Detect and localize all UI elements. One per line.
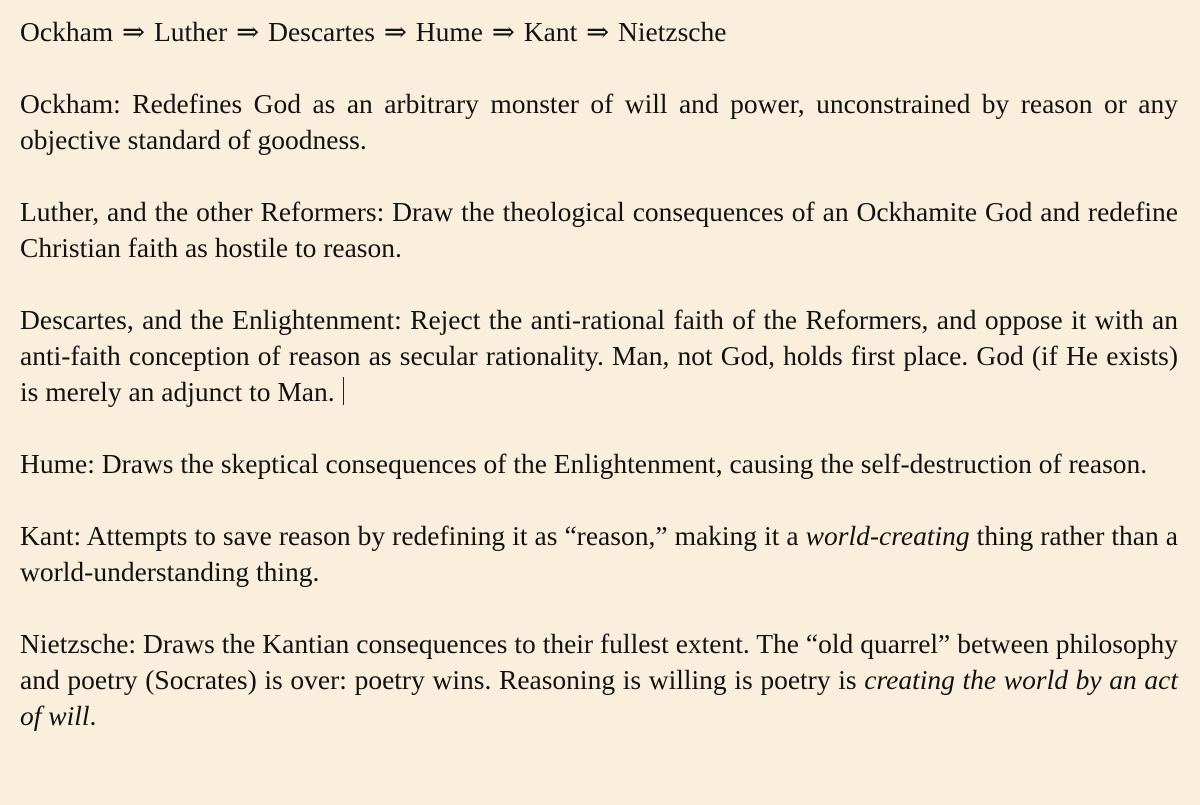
philosopher-chain (20, 14, 1178, 50)
paragraph-hume[interactable] (20, 446, 1178, 482)
paragraph-nietzsche[interactable] (20, 626, 1178, 734)
paragraph-kant[interactable] (20, 518, 1178, 590)
paragraph-ockham[interactable] (20, 86, 1178, 158)
double-arrow-icon: ⇒ (491, 16, 515, 47)
chain-name-ockham: Ockham (20, 16, 114, 47)
paragraph-hume-text: Hume: Draws the skeptical consequences of the Enlightenment, causing the self-destruction of reason. (20, 448, 1148, 479)
paragraph-kant-text: Kant: Attempts to save reason by redefining it as “reason,” making it a (20, 520, 806, 551)
paragraph-luther[interactable] (20, 194, 1178, 266)
chain-name-descartes: Descartes (268, 16, 375, 47)
paragraph-descartes-text: Descartes, and the Enlightenment: Reject the anti-rational faith of the Reformers, and oppose it with an anti-faith conception of reason as secular rationality. Man, not God, holds first place. God (if He exists) is merely an adjunct to Man. (20, 304, 1178, 407)
paragraph-luther-text: Luther, and the other Reformers: Draw the theological consequences of an Ockhamite God and redefine Christian faith as hostile to reason. (20, 196, 1178, 263)
paragraph-nietzsche-emphasis: creating the world by an act of will (20, 664, 1178, 731)
chain-name-kant: Kant (523, 16, 578, 47)
double-arrow-icon: ⇒ (586, 16, 610, 47)
chain-name-luther: Luther (153, 16, 228, 47)
paragraph-kant-emphasis: world-creating (805, 520, 970, 551)
paragraph-ockham-text: Ockham: Redefines God as an arbitrary monster of will and power, unconstrained by reason or any objective standard of goodness. (20, 88, 1178, 155)
text-cursor (343, 377, 344, 405)
chain-name-nietzsche: Nietzsche (618, 16, 727, 47)
paragraph-nietzsche-text: Nietzsche: Draws the Kantian consequences to their fullest extent. The “old quarrel” between philosophy and poetry (Socrates) is over: poetry wins. Reasoning is willing is poetry is (20, 628, 1178, 695)
double-arrow-icon: ⇒ (122, 16, 146, 47)
paragraph-descartes[interactable] (20, 302, 1178, 410)
double-arrow-icon: ⇒ (236, 16, 260, 47)
double-arrow-icon: ⇒ (383, 16, 407, 47)
paragraph-nietzsche-text-end: . (89, 700, 97, 731)
chain-name-hume: Hume (415, 16, 483, 47)
paragraph-kant-text-end: thing rather than a world-understanding thing. (20, 520, 1178, 587)
